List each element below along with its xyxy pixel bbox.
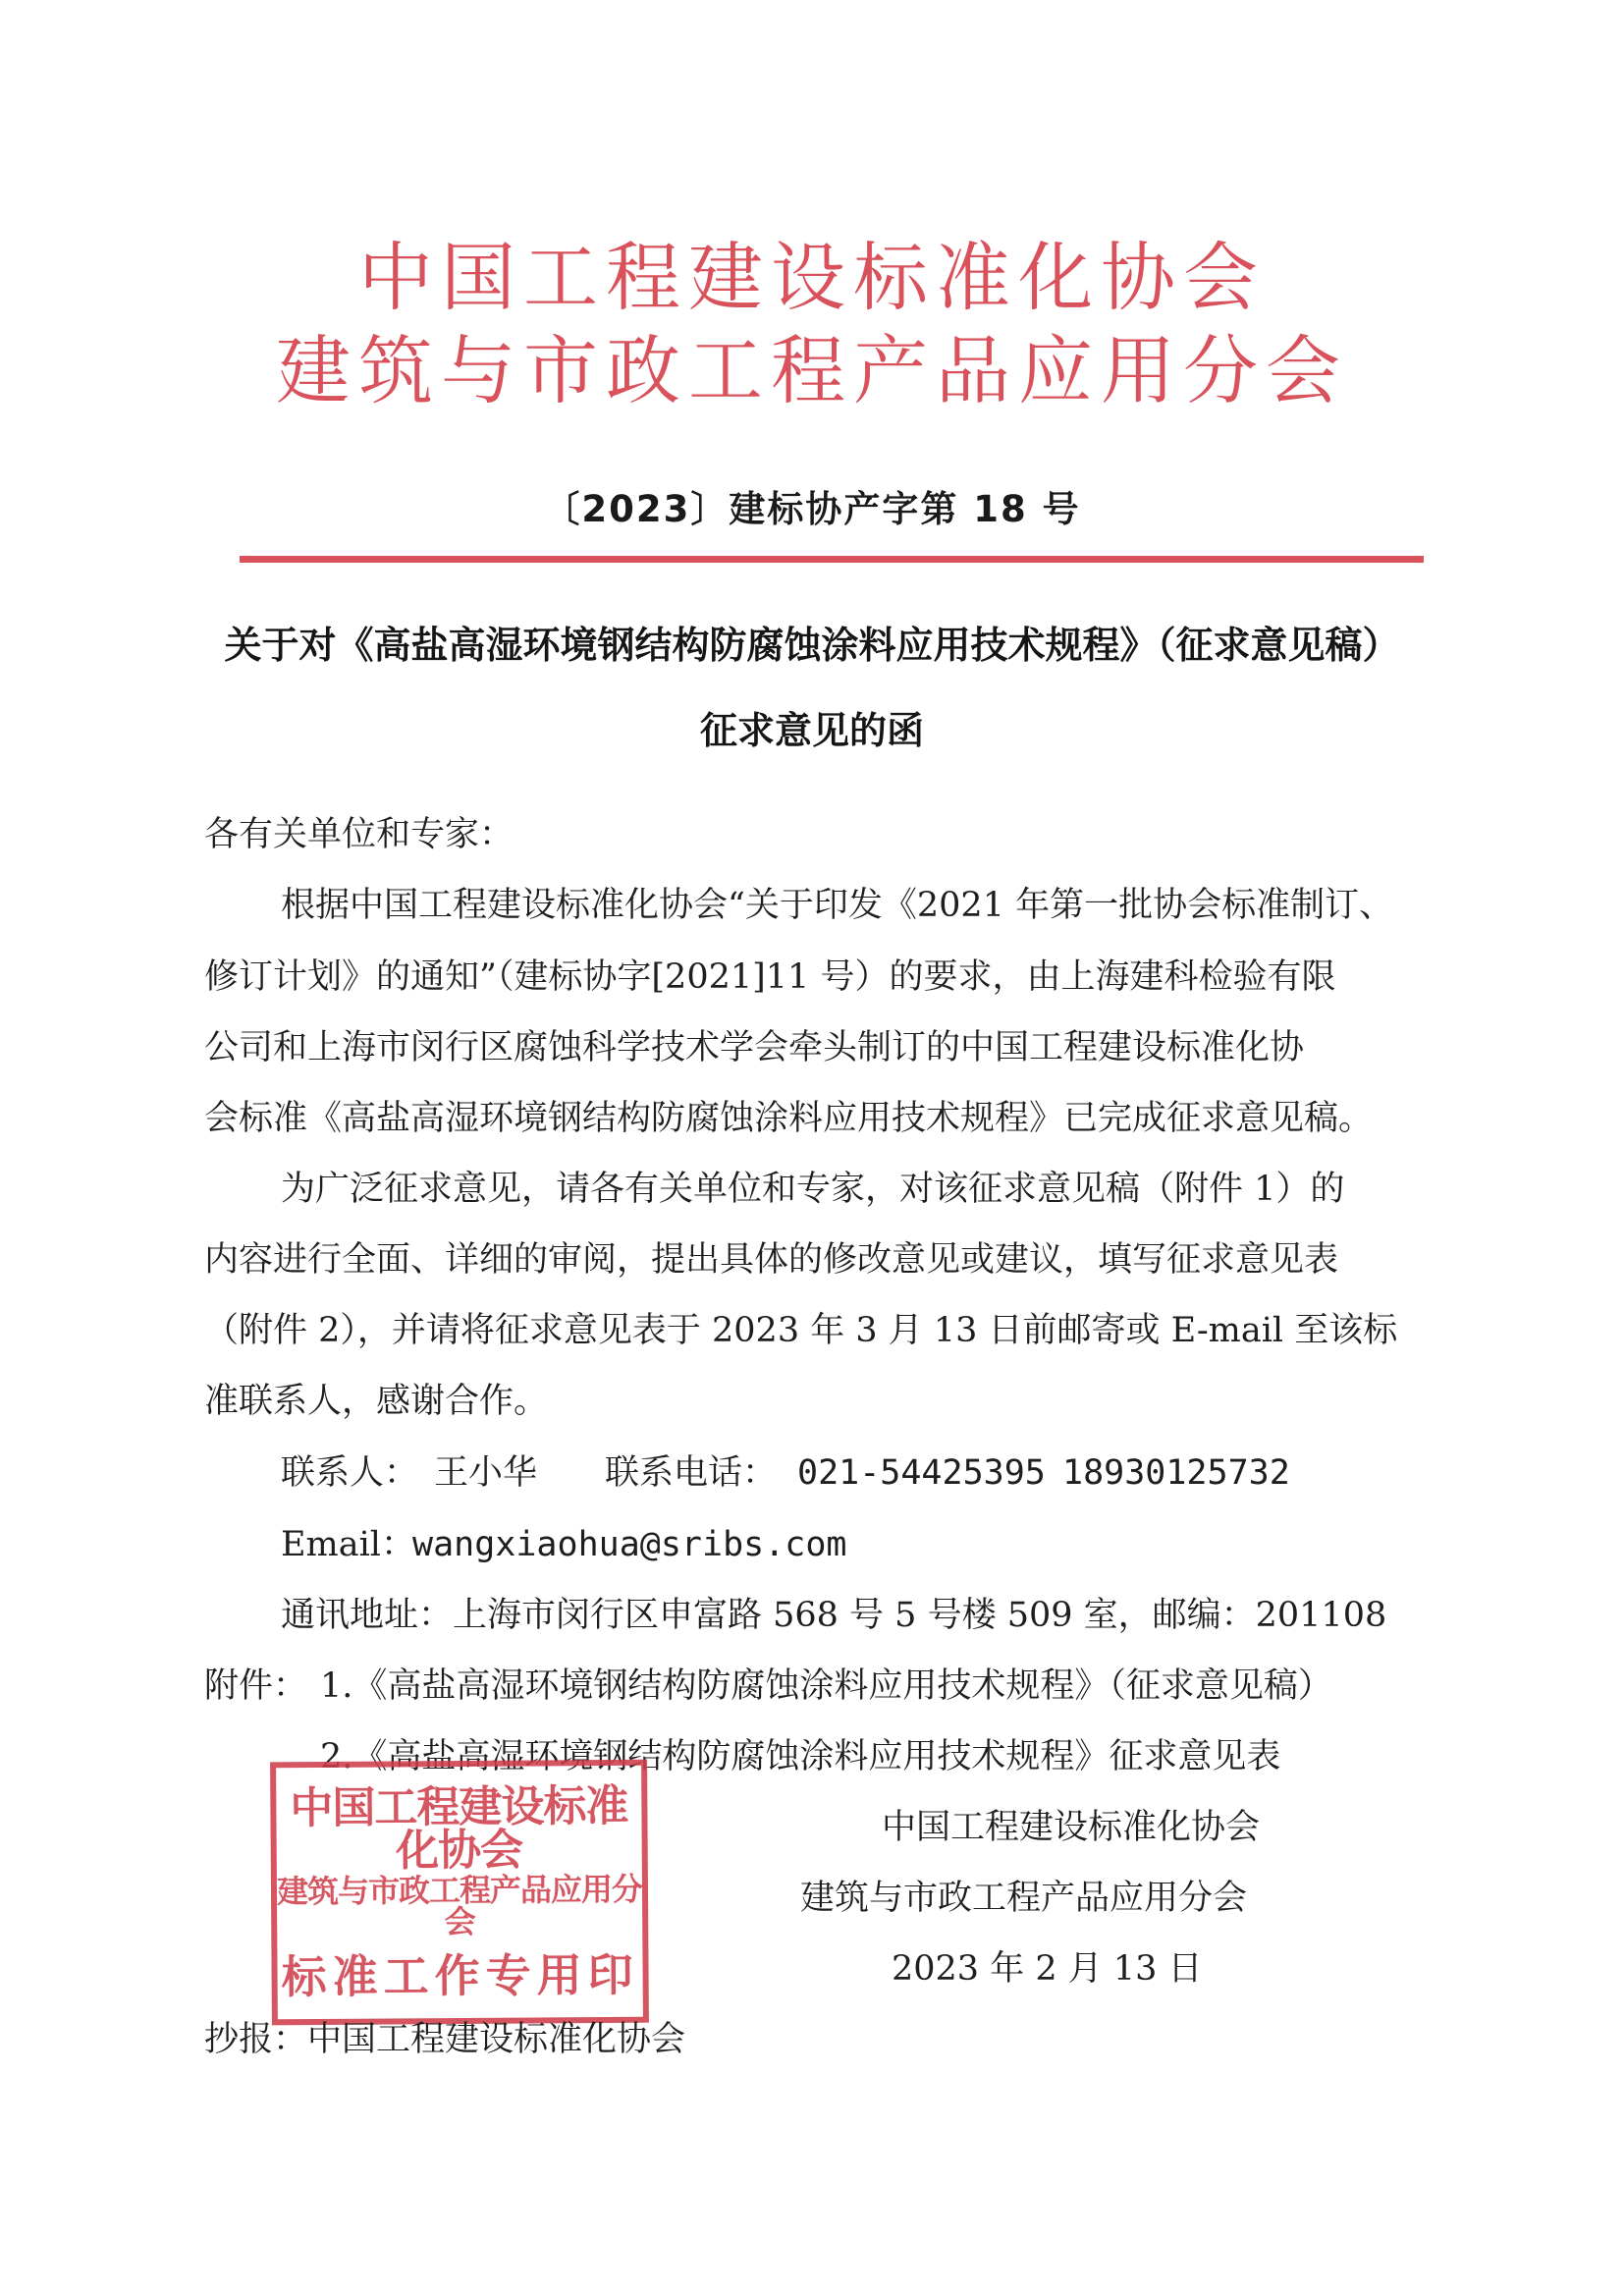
- contact-phone1: 021-54425395: [797, 1453, 1046, 1493]
- signature-org1: 中国工程建设标准化协会: [882, 1808, 1261, 1847]
- contact-phone-label: 联系电话：: [605, 1453, 778, 1493]
- attachment-item2: 2.《高盐高湿环境钢结构防腐蚀涂料应用技术规程》征求意见表: [320, 1737, 1281, 1776]
- email-label: Email：: [281, 1525, 415, 1564]
- paragraph1-line3: 公司和上海市闵行区腐蚀科学技术学会牵头制订的中国工程建设标准化协: [204, 1028, 1305, 1067]
- seal-line3: 标准工作专用印: [281, 1947, 639, 2004]
- seal-line2: 建筑与市政工程产品应用分会: [276, 1870, 643, 1941]
- document-number: 〔2023〕建标协产字第 18 号: [543, 488, 1081, 530]
- header-divider: [240, 556, 1424, 563]
- signature-org2: 建筑与市政工程产品应用分会: [800, 1879, 1248, 1918]
- org-header-line2: 建筑与市政工程产品应用分会: [276, 327, 1348, 414]
- signature-date: 2023 年 2 月 13 日: [892, 1949, 1203, 1989]
- official-seal-stamp: [270, 1760, 649, 2026]
- org-header-line1: 中国工程建设标准化协会: [358, 234, 1266, 321]
- paragraph2-line3: （附件 2），并请将征求意见表于 2023 年 3 月 13 日前邮寄或 E-mail 至该标: [204, 1311, 1398, 1350]
- email-address: wangxiaohua@sribs.com: [412, 1525, 847, 1564]
- attachments-label: 附件：: [204, 1666, 308, 1706]
- paragraph1-line2: 修订计划》的通知”（建标协字[2021]11 号）的要求，由上海建科检验有限: [204, 957, 1336, 997]
- contact-phone2: 18930125732: [1062, 1453, 1290, 1493]
- cc-line: 抄报：中国工程建设标准化协会: [204, 2020, 686, 2059]
- paragraph1-line1: 根据中国工程建设标准化协会“关于印发《2021 年第一批协会标准制订、: [281, 886, 1394, 925]
- contact-person-label: 联系人：: [281, 1453, 419, 1493]
- seal-line1: 中国工程建设标准化协会: [290, 1780, 628, 1877]
- paragraph2-line4: 准联系人，感谢合作。: [204, 1382, 549, 1421]
- attachment-item1: 1.《高盐高湿环境钢结构防腐蚀涂料应用技术规程》（征求意见稿）: [320, 1666, 1332, 1706]
- document-title-line1: 关于对《高盐高湿环境钢结构防腐蚀涂料应用技术规程》（征求意见稿）: [224, 624, 1400, 667]
- mailing-address: 通讯地址：上海市闵行区申富路 568 号 5 号楼 509 室，邮编：201108: [281, 1596, 1387, 1635]
- contact-person-name: 王小华: [434, 1453, 538, 1493]
- salutation: 各有关单位和专家：: [204, 815, 514, 854]
- document-title-line2: 征求意见的函: [699, 709, 924, 752]
- paragraph2-line1: 为广泛征求意见，请各有关单位和专家，对该征求意见稿（附件 1）的: [281, 1170, 1345, 1209]
- paragraph1-line4: 会标准《高盐高湿环境钢结构防腐蚀涂料应用技术规程》已完成征求意见稿。: [204, 1099, 1374, 1138]
- paragraph2-line2: 内容进行全面、详细的审阅，提出具体的修改意见或建议，填写征求意见表: [204, 1240, 1339, 1280]
